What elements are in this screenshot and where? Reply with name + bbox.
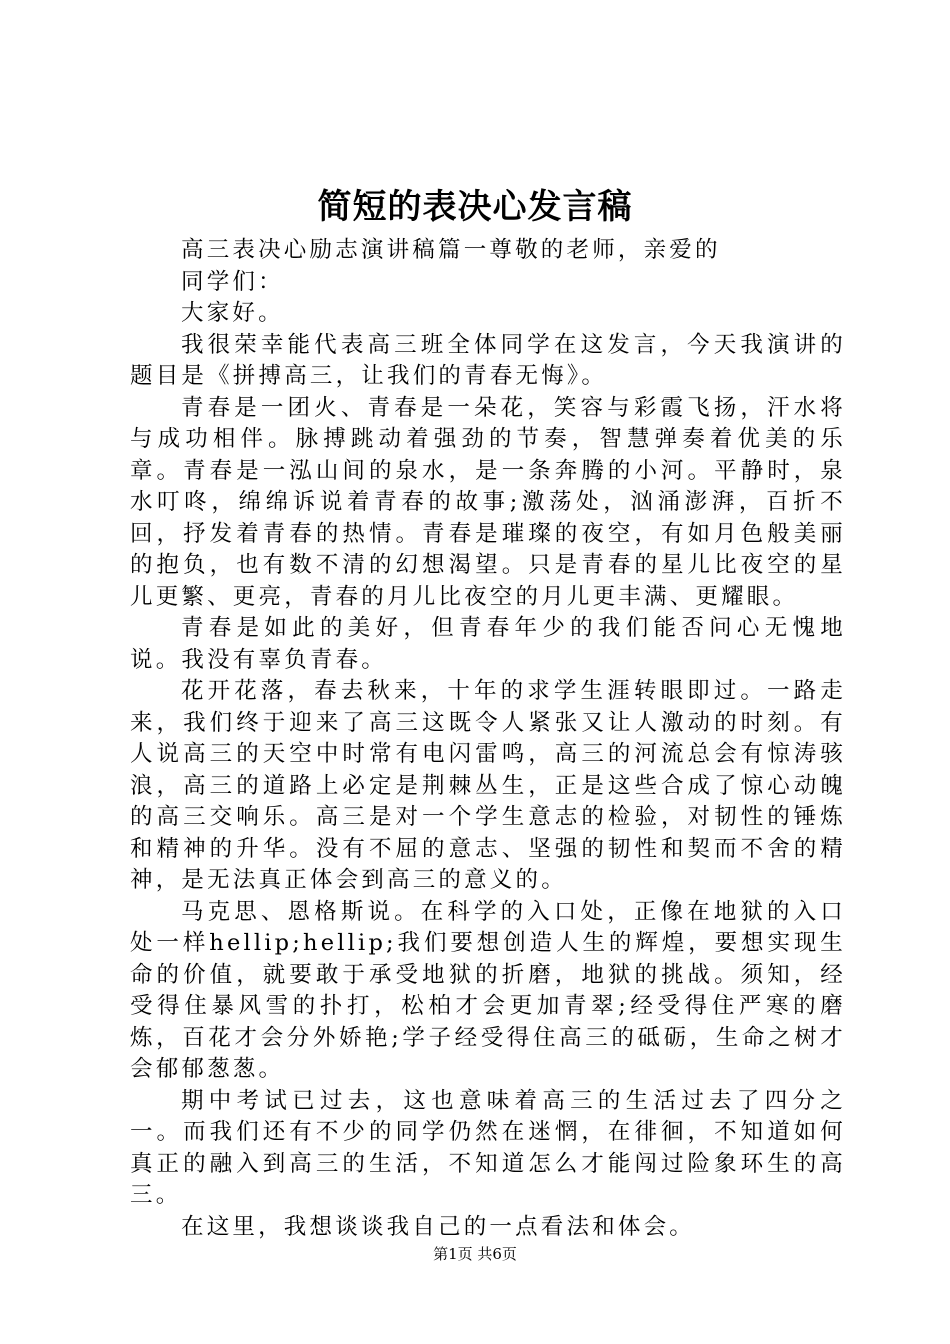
paragraph: 大家好。 (181, 300, 284, 326)
paragraph: 青春是如此的美好，但青春年少的我们能否问心无愧地说。我没有辜负青春。 (130, 615, 846, 673)
paragraph: 期中考试已过去，这也意味着高三的生活过去了四分之一。而我们还有不少的同学仍然在迷惘，在徘徊，不知道如何真正的融入到高三的生活，不知道怎么才能闯过险象环生的高三。 (130, 1087, 846, 1208)
paragraph: 同学们： (181, 268, 284, 295)
document-body (130, 235, 846, 1243)
page-number-footer: 第1页 共6页 (433, 1245, 517, 1263)
paragraph: 花开花落，春去秋来，十年的求学生涯转眼即过。一路走来，我们终于迎来了高三这既令人紧张又让人激动的时刻。有人说高三的天空中时常有电闪雷鸣，高三的河流总会有惊涛骇浪，高三的道路上必定是荆棘丛生，正是这些合成了惊心动魄的高三交响乐。高三是对一个学生意志的检验，对韧性的锤炼和精神的升华。没有不屈的意志、坚强的韧性和契而不舍的精神，是无法真正体会到高三的意义的。 (130, 678, 846, 893)
paragraph: 在这里，我想谈谈我自己的一点看法和体会。 (181, 1213, 696, 1240)
paragraph: 青春是一团火、青春是一朵花，笑容与彩霞飞扬，汗水将与成功相伴。脉搏跳动着强劲的节奏，智慧弹奏着优美的乐章。青春是一泓山间的泉水，是一条奔腾的小河。平静时，泉水叮咚，绵绵诉说着青春的故事;激荡处，汹涌澎湃，百折不回，抒发着青春的热情。青春是璀璨的夜空，有如月色般美丽的抱负，也有数不清的幻想渴望。只是青春的星儿比夜空的星儿更繁、更亮，青春的月儿比夜空的月儿更丰满、更耀眼。 (130, 394, 846, 610)
paragraph: 我很荣幸能代表高三班全体同学在这发言，今天我演讲的题目是《拼搏高三，让我们的青春无悔》。 (130, 331, 846, 389)
paragraph: 高三表决心励志演讲稿篇一尊敬的老师，亲爱的 (181, 237, 721, 263)
document-title: 简短的表决心发言稿 (317, 187, 633, 227)
paragraph: 马克思、恩格斯说。在科学的入口处，正像在地狱的入口处一样hellip;hellip;我们要想创造人生的辉煌，要想实现生命的价值，就要敢于承受地狱的折磨，地狱的挑战。须知，经受得住暴风雪的扑打，松柏才会更加青翠;经受得住严寒的磨炼，百花才会分外娇艳;学子经受得住高三的砥砺，生命之树才会郁郁葱葱。 (130, 898, 846, 1082)
